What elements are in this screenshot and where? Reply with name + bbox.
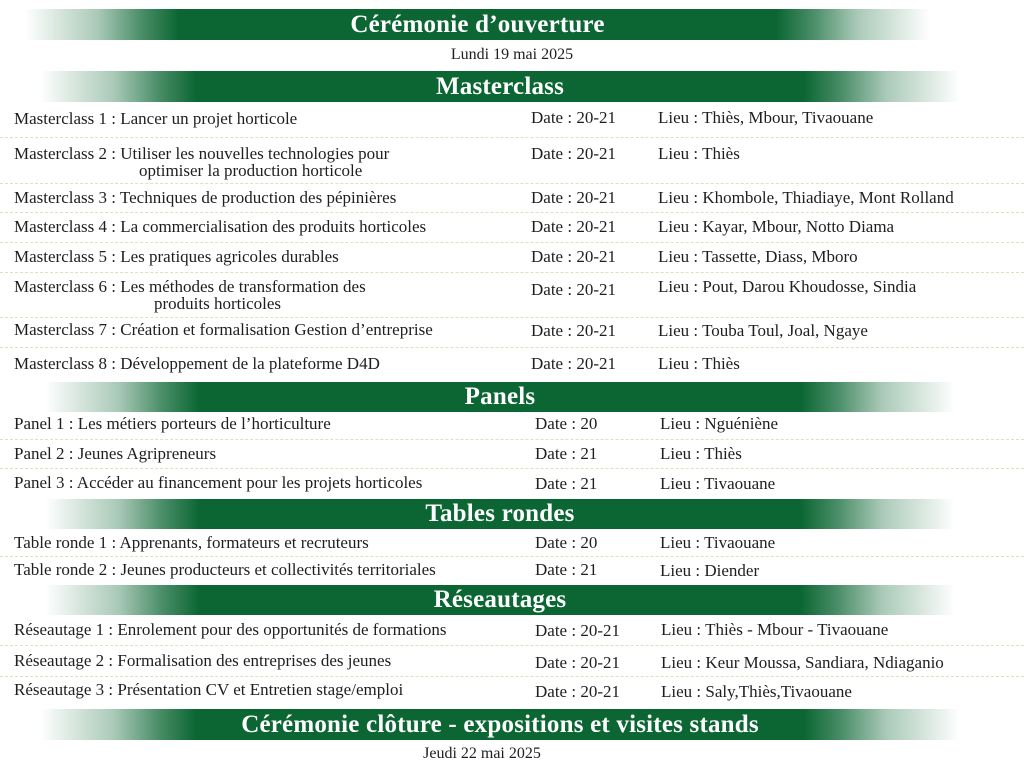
row-title: Masterclass 1 : Lancer un projet horticole [14,109,298,128]
row-lieu: Lieu : Diender [660,561,760,580]
panel-row-2 [0,440,1024,469]
row-date: Date : 20-21 [535,653,620,672]
row-date: Date : 20-21 [531,108,616,127]
masterclass-row-2 [0,138,1024,184]
masterclass-row-4 [0,213,1024,243]
row-lieu: Lieu : Tivaouane [660,533,776,552]
row-lieu: Lieu : Keur Moussa, Sandiara, Ndiaganio [661,653,944,672]
row-date: Date : 20-21 [531,188,616,207]
tables-rondes-title: Tables rondes [425,500,575,527]
row-lieu: Lieu : Thiès [660,444,742,463]
row-lieu: Lieu : Thiès - Mbour - Tivaouane [661,620,889,639]
table-ronde-row-1 [0,529,1024,557]
row-title-line1: Masterclass 2 : Utiliser les nouvelles technologies pour [14,144,390,163]
row-title: Réseautage 2 : Formalisation des entreprises des jeunes [14,651,392,670]
row-date: Date : 20-21 [531,247,616,266]
section-header-reseautages [45,585,955,615]
row-lieu: Lieu : Kayar, Mbour, Notto Diama [658,217,895,236]
section-header-panels [45,382,955,412]
panel-row-1 [0,412,1024,440]
row-title: Panel 2 : Jeunes Agripreneurs [14,444,217,463]
section-header-closing [40,709,960,740]
row-title-line2: optimiser la production horticole [139,161,363,180]
row-date: Date : 20-21 [531,144,616,163]
table-ronde-row-2 [0,557,1024,584]
panels-title: Panels [464,383,536,410]
row-date: Date : 20-21 [531,217,616,236]
reseautage-row-2 [0,646,1024,677]
row-lieu: Lieu : Touba Toul, Joal, Ngaye [658,321,868,340]
row-date: Date : 20 [535,533,598,552]
reseautage-row-1 [0,615,1024,646]
reseautages-title: Réseautages [433,586,567,613]
row-title [14,145,389,179]
closing-title: Cérémonie clôture - expositions et visites stands [241,710,759,738]
row-title: Table ronde 1 : Apprenants, formateurs et recruteurs [14,533,369,552]
row-title-line2: produits horticoles [154,294,282,313]
closing-date: Jeudi 22 mai 2025 [423,745,541,762]
opening-title: Cérémonie d’ouverture [350,10,605,38]
row-date: Date : 20 [535,414,598,433]
row-date: Date : 20-21 [531,354,616,373]
masterclass-row-3 [0,184,1024,213]
masterclass-row-5 [0,243,1024,273]
row-title-line1: Masterclass 6 : Les méthodes de transformation des [14,277,366,296]
row-title: Réseautage 1 : Enrolement pour des opportunités de formations [14,620,447,639]
row-lieu: Lieu : Thiès, Mbour, Tivaouane [658,108,874,127]
row-date: Date : 20-21 [535,682,620,701]
row-title: Table ronde 2 : Jeunes producteurs et collectivités territoriales [14,560,436,579]
opening-date: Lundi 19 mai 2025 [450,46,574,63]
row-lieu: Lieu : Saly,Thiès,Tivaouane [661,682,852,701]
row-lieu: Lieu : Khombole, Thiadiaye, Mont Rolland [658,188,954,207]
row-date: Date : 21 [535,444,598,463]
reseautage-row-3 [0,677,1024,707]
row-lieu: Lieu : Thiès [658,144,740,163]
masterclass-row-6 [0,273,1024,318]
row-date: Date : 20-21 [535,621,620,640]
row-title: Masterclass 7 : Création et formalisation Gestion d’entreprise [14,320,433,339]
row-lieu: Lieu : Tivaouane [660,474,776,493]
section-header-tables-rondes [45,499,955,529]
masterclass-title: Masterclass [435,72,565,100]
row-lieu: Lieu : Tassette, Diass, Mboro [658,247,858,266]
section-header-masterclass [40,71,960,102]
row-title: Masterclass 4 : La commercialisation des produits horticoles [14,217,427,236]
row-lieu: Lieu : Nguéniène [660,414,779,433]
masterclass-row-8 [0,348,1024,380]
row-title: Masterclass 3 : Techniques de production des pépinières [14,188,397,207]
row-lieu: Lieu : Thiès [658,354,740,373]
masterclass-row-1 [0,108,1024,138]
row-lieu-text: Lieu : Nguénièn [660,414,771,433]
masterclass-row-7 [0,318,1024,348]
row-lieu: Lieu : Pout, Darou Khoudosse, Sindia [658,277,917,296]
row-date: Date : 21 [535,474,598,493]
row-title: Panel 1 : Les métiers porteurs de l’horticulture [14,414,331,433]
row-title: Masterclass 8 : Développement de la plateforme D4D [14,354,380,373]
row-title: Réseautage 3 : Présentation CV et Entretien stage/emploi [14,680,404,699]
row-date: Date : 21 [535,560,598,579]
row-title: Panel 3 : Accéder au financement pour les projets horticoles [14,473,423,492]
panel-row-3 [0,469,1024,498]
row-title: Masterclass 5 : Les pratiques agricoles durables [14,247,339,266]
section-header-opening [25,9,930,40]
row-title [14,278,366,312]
row-date: Date : 20-21 [531,321,616,340]
row-date: Date : 20-21 [531,280,616,299]
